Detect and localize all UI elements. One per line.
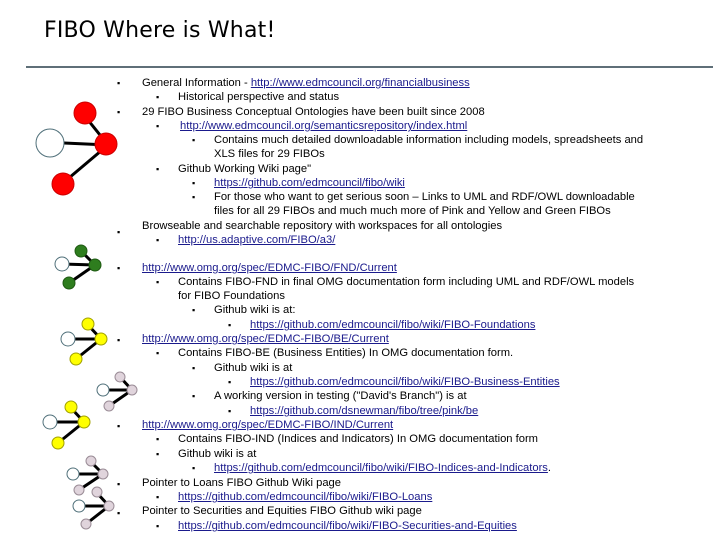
bullet-marker: ▪ xyxy=(117,335,121,345)
list-item-for-those: For those who want to get serious soon – Links to UML and RDF/OWL downloadable xyxy=(214,191,635,203)
list-item-29-fibo: 29 FIBO Business Conceptual Ontologies have been built since 2008 xyxy=(142,106,485,118)
title-divider xyxy=(26,66,713,68)
yellow-ontology-graph-icon xyxy=(42,400,102,450)
bullet-marker: ▪ xyxy=(192,363,196,373)
bullet-marker: ▪ xyxy=(156,92,160,102)
link-github-fibo-wiki[interactable]: https://github.com/edmcouncil/fibo/wiki xyxy=(214,177,405,189)
bullet-marker: ▪ xyxy=(156,277,160,287)
bullet-marker: ▪ xyxy=(117,263,121,273)
bullet-marker: ▪ xyxy=(192,192,196,202)
bullet-marker: ▪ xyxy=(117,508,121,518)
link-github-fibo-securities[interactable]: https://github.com/edmcouncil/fibo/wiki/FIBO-Securities-and-Equities xyxy=(178,520,517,532)
link-github-fibo-loans[interactable]: https://github.com/edmcouncil/fibo/wiki/FIBO-Loans xyxy=(178,491,433,503)
list-item-contains-fnd-cont: for FIBO Foundations xyxy=(178,290,285,302)
bullet-marker: ▪ xyxy=(117,227,121,237)
list-item-browseable: Browseable and searchable repository with workspaces for all ontologies xyxy=(142,220,503,232)
bullet-marker: ▪ xyxy=(192,391,196,401)
list-item-contains-fnd: Contains FIBO-FND in final OMG documentation form including UML and RDF/OWL models xyxy=(178,276,635,288)
link-financialbusiness[interactable]: http://www.edmcouncil.org/financialbusiness xyxy=(250,77,470,89)
link-github-fibo-business-entities[interactable]: https://github.com/edmcouncil/fibo/wiki/FIBO-Business-Entities xyxy=(250,376,560,388)
bullet-marker: ▪ xyxy=(156,434,160,444)
bullet-marker: ▪ xyxy=(156,121,160,131)
bullet-marker: ▪ xyxy=(228,320,232,330)
pink-ontology-graph-icon xyxy=(96,373,146,418)
list-item-general-info: General Information - http://www.edmcouncil.org/financialbusiness xyxy=(142,77,470,89)
list-item-historical: Historical perspective and status xyxy=(178,91,340,103)
yellow-ontology-graph-icon xyxy=(60,317,120,367)
list-item-for-those-cont: files for all 29 FIBOs and much much more of Pink and Yellow and Green FIBOs xyxy=(214,205,611,217)
bullet-marker: ▪ xyxy=(156,235,160,245)
slide-title: FIBO Where is What! xyxy=(44,18,276,43)
link-omg-be[interactable]: http://www.omg.org/spec/EDMC-FIBO/BE/Current xyxy=(142,333,389,345)
link-semanticsrepository[interactable]: http://www.edmcouncil.org/semanticsrepository/index.html xyxy=(180,120,468,132)
list-item-working-version: A working version in testing ("David's Branch") is at xyxy=(214,390,467,402)
list-item-contains-detailed-cont: XLS files for 29 FIBOs xyxy=(214,148,325,160)
red-ontology-graph-icon xyxy=(34,110,124,220)
bullet-marker: ▪ xyxy=(192,305,196,315)
list-item-contains-ind: Contains FIBO-IND (Indices and Indicators) In OMG documentation form xyxy=(178,433,539,445)
list-item-github-wiki-be: Github wiki is at xyxy=(214,362,293,374)
list-item-securities-pointer: Pointer to Securities and Equities FIBO Github wiki page xyxy=(142,505,422,517)
list-item-github-wiki: Github Working Wiki page" xyxy=(178,163,312,175)
bullet-marker: ▪ xyxy=(192,463,196,473)
bullet-marker: ▪ xyxy=(156,164,160,174)
pink-ontology-graph-icon xyxy=(72,488,122,538)
link-github-fibo-foundations[interactable]: https://github.com/edmcouncil/fibo/wiki/FIBO-Foundations xyxy=(250,319,536,331)
link-omg-ind[interactable]: http://www.omg.org/spec/EDMC-FIBO/IND/Current xyxy=(142,419,394,431)
bullet-marker: ▪ xyxy=(117,78,121,88)
bullet-marker: ▪ xyxy=(156,449,160,459)
bullet-marker: ▪ xyxy=(156,492,160,502)
link-adaptive-a3[interactable]: http://us.adaptive.com/FIBO/a3/ xyxy=(178,234,336,246)
bullet-marker: ▪ xyxy=(192,178,196,188)
bullet-marker: ▪ xyxy=(117,421,121,431)
bullet-marker: ▪ xyxy=(117,479,121,489)
green-ontology-graph-icon xyxy=(54,245,114,295)
link-suffix: . xyxy=(547,462,552,474)
bullet-marker: ▪ xyxy=(192,135,196,145)
bullet-marker: ▪ xyxy=(156,521,160,531)
link-dsnewman-pink-be[interactable]: https://github.com/dsnewman/fibo/tree/pink/be xyxy=(250,405,479,417)
list-item-contains-detailed: Contains much detailed downloadable information including models, spreadsheets and xyxy=(214,134,644,146)
list-item-loans-pointer: Pointer to Loans FIBO Github Wiki page xyxy=(142,477,341,489)
list-item-contains-be: Contains FIBO-BE (Business Entities) In OMG documentation form. xyxy=(178,347,514,359)
link-omg-fnd[interactable]: http://www.omg.org/spec/EDMC-FIBO/FND/Current xyxy=(142,262,397,274)
bullet-marker: ▪ xyxy=(156,348,160,358)
bullet-marker: ▪ xyxy=(228,406,232,416)
list-item-github-wiki-ind: Github wiki is at xyxy=(178,448,257,460)
bullet-marker: ▪ xyxy=(117,107,121,117)
list-item-github-wiki-fnd: Github wiki is at: xyxy=(214,304,296,316)
bullet-marker: ▪ xyxy=(228,377,232,387)
link-github-fibo-indices[interactable]: https://github.com/edmcouncil/fibo/wiki/FIBO-Indices-and-Indicators xyxy=(214,462,548,474)
